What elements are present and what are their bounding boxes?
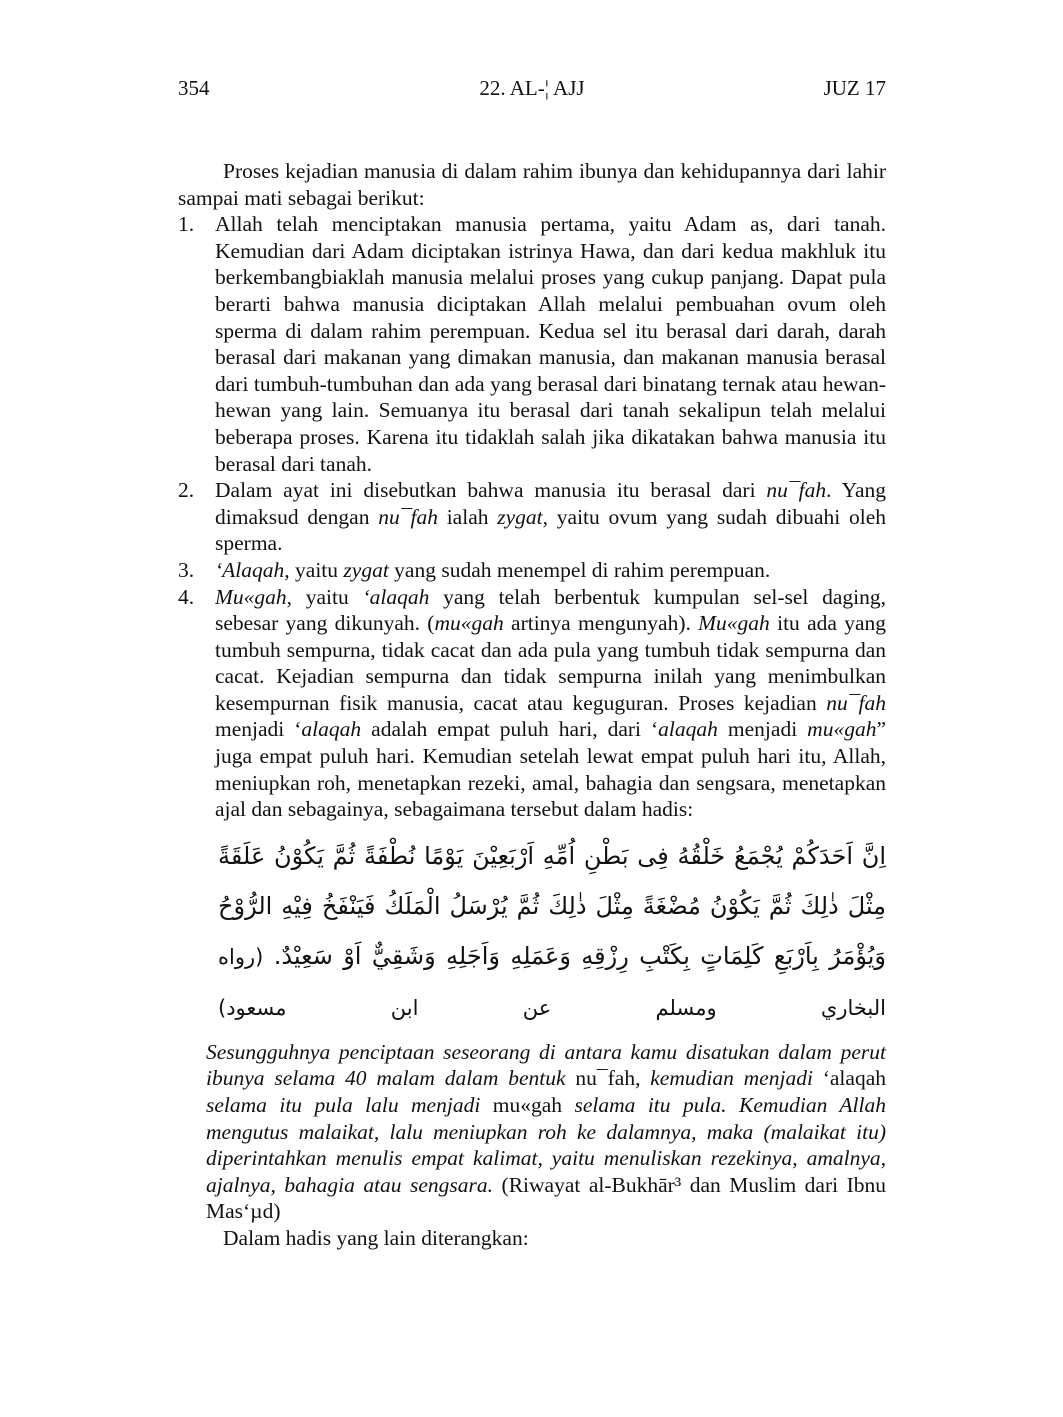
term-nutfah: nu¯fah bbox=[378, 504, 438, 529]
list-item bbox=[178, 211, 886, 477]
numbered-list bbox=[178, 211, 886, 823]
hadith-arabic bbox=[178, 831, 886, 1033]
term-alaqah: ‘alaqah bbox=[822, 1066, 886, 1091]
term-alaqah: alaqah bbox=[301, 717, 362, 742]
text-run: adalah empat puluh hari, dari ‘ bbox=[361, 717, 659, 742]
list-number: 2. bbox=[178, 478, 195, 503]
term-mudgah: mu«gah bbox=[434, 611, 504, 636]
text-run: yang telah berbentuk kumpulan sel-sel daging, sebesar yang dikunyah. ( bbox=[215, 584, 886, 636]
term-alaqah: ‘alaqah bbox=[362, 584, 430, 609]
text-run: , yaitu bbox=[286, 584, 363, 609]
text-run: ialah bbox=[437, 504, 498, 529]
hadith-reference: (رواه البخاري ومسلم عن ابن مسعود) bbox=[218, 944, 886, 1020]
translation-source: (Riwayat al-Bukhār³ dan Muslim dari Ibnu Mas‘µd) bbox=[206, 1172, 886, 1224]
text-run: yang sudah menempel di rahim perempuan. bbox=[388, 557, 771, 582]
term-nutfah: nu¯fah bbox=[575, 1066, 636, 1091]
text-run: , kemudian menjadi bbox=[635, 1066, 823, 1091]
term-nutfah: nu¯fah bbox=[766, 478, 827, 503]
term-alaqah: ‘Alaqah bbox=[215, 557, 285, 582]
page-number: 354 bbox=[178, 76, 210, 100]
text-run: selama itu pula. Kemudian Allah mengutus malaikat, lalu meniupkan roh ke dalamnya, maka (malaikat itu) diperintahkan menulis empat kalimat, yaitu menuliskan rezekinya, amalnya, ajalnya, bahagia atau sengsara. bbox=[206, 1093, 887, 1197]
text-run: ” juga empat puluh hari. Kemudian setelah lewat empat puluh hari itu, Allah, meniupkan roh, menetapkan rezeki, amal, bahagia dan sengsara, menetapkan ajal dan sebagainya, sebagaimana tersebut dalam hadis: bbox=[215, 717, 886, 822]
list-number: 3. bbox=[178, 557, 195, 582]
hadith-arabic-text: اِنَّ اَحَدَكُمْ يُجْمَعُ خَلْقُهُ فِى بَطْنِ اُمِّهِ اَرْبَعِيْنَ يَوْمًا نُطْفَةً ثُمَّ يَكُوْنُ عَلَقَةً مِثْلَ ذٰلِكَ ثُمَّ يَكُوْنُ مُضْغَةً مِثْلَ ذٰلِكَ ثُمَّ يُرْسَلُ الْمَلَكُ فَيَنْفَخُ فِيْهِ الرُّوْحُ وَيُؤْمَرُ بِاَرْبَعِ كَلِمَاتٍ بِكَتْبِ رِزْقِهِ وَعَمَلِهِ وَاَجَلِهِ وَشَقِيٌّ اَوْ سَعِيْدٌ. bbox=[218, 841, 886, 970]
text-run: menjadi bbox=[717, 717, 808, 742]
term-mudgah: Mu«gah bbox=[698, 611, 770, 636]
text-run: Dalam ayat ini disebutkan bahwa manusia itu berasal dari bbox=[215, 478, 767, 503]
term-zygat: zygat bbox=[497, 504, 543, 529]
list-item bbox=[178, 557, 886, 584]
term-alaqah: alaqah bbox=[658, 717, 718, 742]
list-item bbox=[178, 477, 886, 557]
text-run: Sesungguhnya penciptaan seseorang di antara kamu disatukan dalam perut ibunya selama 40 malam dalam bentuk bbox=[206, 1039, 886, 1091]
text-run: itu ada yang tumbuh sempurna, tidak cacat dan ada pula yang tumbuh tidak sempurna dan cacat. Kejadian sempurna dan tidak sempurna inilah yang menimbulkan kesempurnan fisik manusia, cacat atau keguguran. Proses kejadian bbox=[215, 611, 886, 715]
text-run: menjadi ‘ bbox=[215, 717, 302, 742]
page-header bbox=[178, 76, 886, 106]
term-mudgah: mu«gah bbox=[807, 717, 877, 742]
text-run: artinya mengunyah). bbox=[503, 611, 699, 636]
list-item bbox=[178, 584, 886, 823]
term-nutfah: nu¯fah bbox=[826, 690, 886, 715]
hadith-translation bbox=[178, 1039, 886, 1225]
term-mudgah: mu«gah bbox=[492, 1093, 563, 1118]
juz-label: JUZ 17 bbox=[823, 76, 886, 100]
term-zygat: zygat bbox=[343, 557, 389, 582]
text-run: , yaitu ovum yang sudah dibuahi oleh sperma. bbox=[215, 504, 886, 556]
list-number: 1. bbox=[178, 212, 195, 237]
term-mudgah: Mu«gah bbox=[215, 584, 287, 609]
list-item-text: Allah telah menciptakan manusia pertama, yaitu Adam as, dari tanah. Kemudian dari Adam diciptakan istrinya Hawa, dan dari kedua makhluk itu berkembangbiaklah manusia melalui proses yang cukup panjang. Dapat pula berarti bahwa manusia diciptakan Allah melalui pembuahan ovum oleh sperma di dalam rahim perempuan. Kedua sel itu berasal dari darah, darah berasal dari makanan yang dimakan manusia, dan makanan manusia berasal dari tumbuh-tumbuhan dan ada yang berasal dari binatang ternak atau hewan-hewan yang lain. Semuanya itu berasal dari tanah sekalipun telah melalui beberapa proses. Karena itu tidaklah salah jika dikatakan bahwa manusia itu berasal dari tanah. bbox=[215, 212, 886, 476]
intro-paragraph: Proses kejadian manusia di dalam rahim ibunya dan kehidupannya dari lahir sampai mati sebagai berikut: bbox=[178, 159, 886, 210]
closing-paragraph: Dalam hadis yang lain diterangkan: bbox=[223, 1226, 529, 1250]
surah-title: 22. AL-¦ AJJ bbox=[479, 76, 585, 100]
list-number: 4. bbox=[178, 584, 195, 609]
text-run: selama itu pula lalu menjadi bbox=[206, 1093, 493, 1118]
text-run: , yaitu bbox=[284, 557, 344, 582]
text-run: . Yang dimaksud dengan bbox=[215, 478, 886, 529]
page-body bbox=[178, 158, 886, 1252]
